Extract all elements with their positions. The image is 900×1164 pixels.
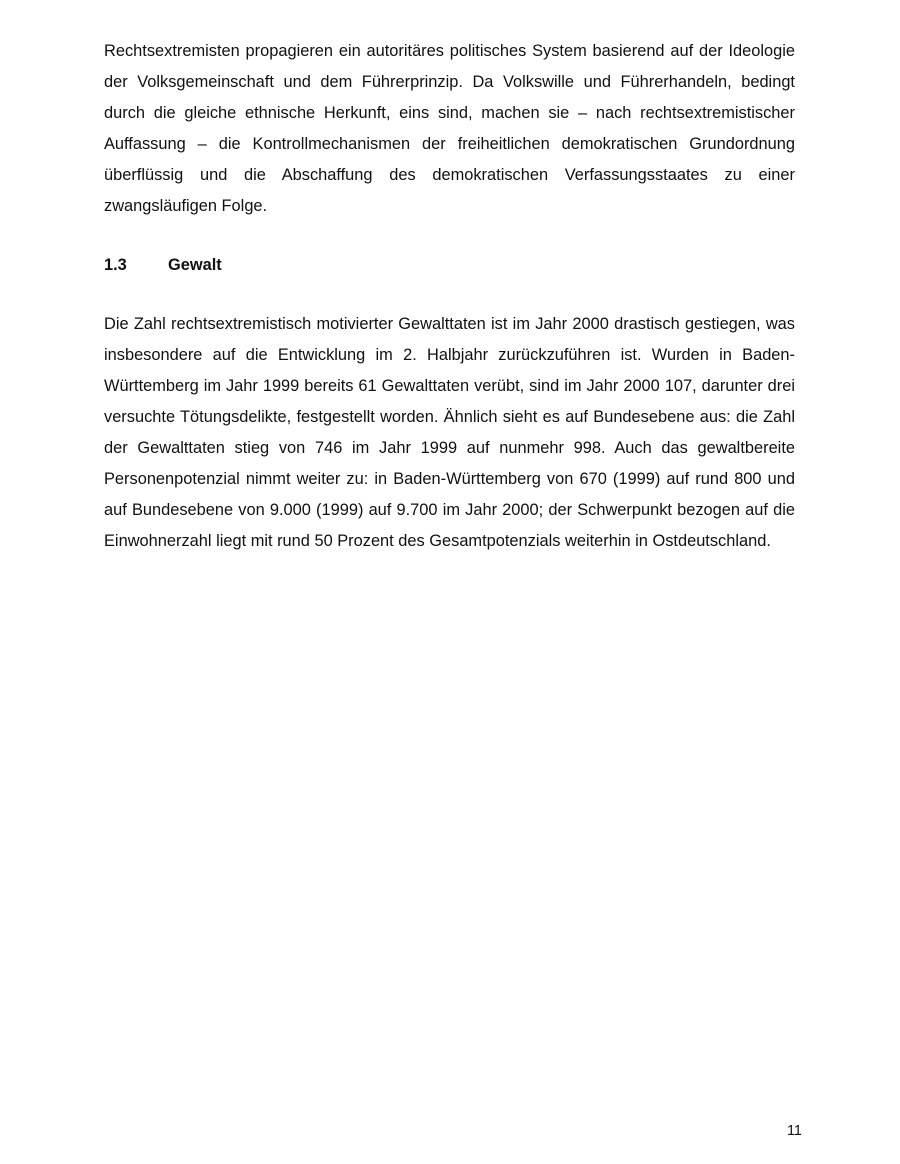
paragraph-gewalt: Die Zahl rechtsextremistisch motivierter Gewalttaten ist im Jahr 2000 drastisch gestiegen, was insbesondere auf die Entwicklung im 2. Halbjahr zurückzuführen ist. Wurden in Baden-Württemberg im Jahr 1999 bereits 61 Gewalttaten verübt, sind im Jahr 2000 107, darunter drei versuchte Tötungsdelikte, festgestellt worden. Ähnlich sieht es auf Bundesebene aus: die Zahl der Gewalttaten stieg von 746 im Jahr 1999 auf nunmehr 998. Auch das gewaltbereite Personenpotenzial nimmt weiter zu: in Baden-Württemberg von 670 (1999) auf rund 800 und auf Bundesebene von 9.000 (1999) auf 9.700 im Jahr 2000; der Schwerpunkt bezogen auf die Einwohnerzahl liegt mit rund 50 Prozent des Gesamtpotenzials weiterhin in Ostdeutschland. — [104, 315, 795, 550]
section-heading — [104, 251, 222, 279]
page-number: 11 — [786, 1123, 802, 1139]
section-title: Gewalt — [168, 256, 222, 274]
paragraph-intro: Rechtsextremisten propagieren ein autoritäres politisches System basierend auf der Ideologie der Volksgemeinschaft und dem Führerprinzip. Da Volkswille und Führerhandeln, bedingt durch die gleiche ethnische Herkunft, eins sind, machen sie – nach rechtsextremistischer Auffassung – die Kontrollmechanismen der freiheitlichen demokratischen Grundordnung überflüssig und die Abschaffung des demokratischen Verfassungsstaates zu einer zwangsläufigen Folge. — [104, 42, 795, 215]
section-number: 1.3 — [104, 256, 127, 274]
